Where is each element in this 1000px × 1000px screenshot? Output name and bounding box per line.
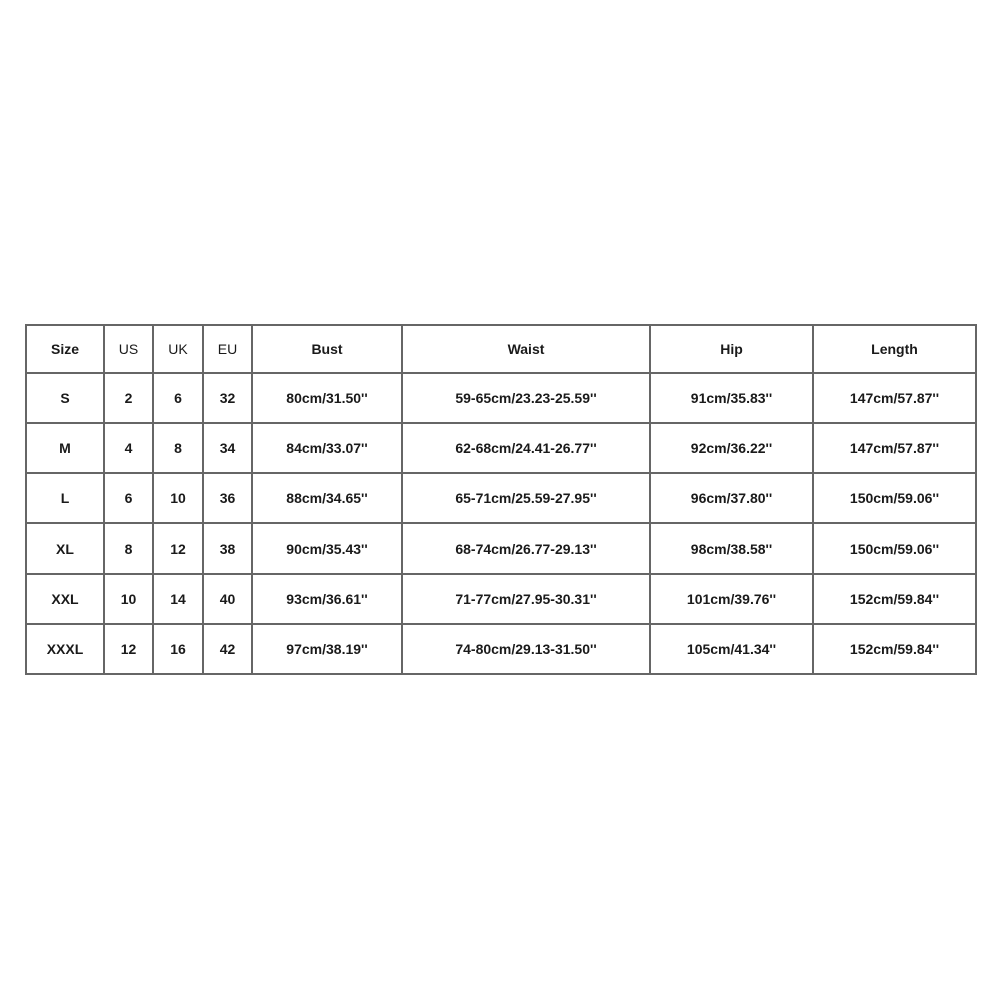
header-eu: EU bbox=[203, 325, 252, 373]
header-size: Size bbox=[26, 325, 104, 373]
cell-eu: 34 bbox=[203, 423, 252, 473]
cell-eu: 32 bbox=[203, 373, 252, 423]
cell-size: S bbox=[26, 373, 104, 423]
cell-size: M bbox=[26, 423, 104, 473]
header-row bbox=[26, 325, 976, 373]
cell-hip: 91cm/35.83'' bbox=[650, 373, 813, 423]
cell-length: 152cm/59.84'' bbox=[813, 574, 976, 624]
cell-waist: 68-74cm/26.77-29.13'' bbox=[402, 523, 650, 573]
cell-length: 150cm/59.06'' bbox=[813, 473, 976, 523]
cell-uk: 8 bbox=[153, 423, 203, 473]
header-waist: Waist bbox=[402, 325, 650, 373]
cell-eu: 42 bbox=[203, 624, 252, 674]
cell-waist: 62-68cm/24.41-26.77'' bbox=[402, 423, 650, 473]
cell-waist: 65-71cm/25.59-27.95'' bbox=[402, 473, 650, 523]
cell-size: L bbox=[26, 473, 104, 523]
cell-uk: 16 bbox=[153, 624, 203, 674]
size-chart-table bbox=[25, 324, 977, 675]
cell-size: XL bbox=[26, 523, 104, 573]
cell-size: XXL bbox=[26, 574, 104, 624]
cell-length: 147cm/57.87'' bbox=[813, 423, 976, 473]
cell-hip: 92cm/36.22'' bbox=[650, 423, 813, 473]
header-us: US bbox=[104, 325, 153, 373]
table-row bbox=[26, 373, 976, 423]
header-uk: UK bbox=[153, 325, 203, 373]
cell-us: 6 bbox=[104, 473, 153, 523]
cell-us: 12 bbox=[104, 624, 153, 674]
cell-bust: 80cm/31.50'' bbox=[252, 373, 402, 423]
table-row bbox=[26, 523, 976, 573]
cell-eu: 40 bbox=[203, 574, 252, 624]
cell-us: 2 bbox=[104, 373, 153, 423]
cell-hip: 101cm/39.76'' bbox=[650, 574, 813, 624]
cell-us: 10 bbox=[104, 574, 153, 624]
cell-us: 8 bbox=[104, 523, 153, 573]
table-row bbox=[26, 473, 976, 523]
cell-eu: 38 bbox=[203, 523, 252, 573]
cell-bust: 97cm/38.19'' bbox=[252, 624, 402, 674]
cell-eu: 36 bbox=[203, 473, 252, 523]
cell-bust: 90cm/35.43'' bbox=[252, 523, 402, 573]
cell-hip: 105cm/41.34'' bbox=[650, 624, 813, 674]
cell-waist: 59-65cm/23.23-25.59'' bbox=[402, 373, 650, 423]
cell-uk: 14 bbox=[153, 574, 203, 624]
header-length: Length bbox=[813, 325, 976, 373]
cell-hip: 98cm/38.58'' bbox=[650, 523, 813, 573]
table-row bbox=[26, 624, 976, 674]
cell-uk: 10 bbox=[153, 473, 203, 523]
cell-waist: 74-80cm/29.13-31.50'' bbox=[402, 624, 650, 674]
table-row bbox=[26, 423, 976, 473]
cell-hip: 96cm/37.80'' bbox=[650, 473, 813, 523]
cell-bust: 84cm/33.07'' bbox=[252, 423, 402, 473]
cell-bust: 93cm/36.61'' bbox=[252, 574, 402, 624]
cell-uk: 6 bbox=[153, 373, 203, 423]
header-hip: Hip bbox=[650, 325, 813, 373]
header-bust: Bust bbox=[252, 325, 402, 373]
cell-uk: 12 bbox=[153, 523, 203, 573]
cell-length: 150cm/59.06'' bbox=[813, 523, 976, 573]
cell-length: 152cm/59.84'' bbox=[813, 624, 976, 674]
cell-length: 147cm/57.87'' bbox=[813, 373, 976, 423]
cell-bust: 88cm/34.65'' bbox=[252, 473, 402, 523]
table-row bbox=[26, 574, 976, 624]
cell-us: 4 bbox=[104, 423, 153, 473]
cell-waist: 71-77cm/27.95-30.31'' bbox=[402, 574, 650, 624]
cell-size: XXXL bbox=[26, 624, 104, 674]
